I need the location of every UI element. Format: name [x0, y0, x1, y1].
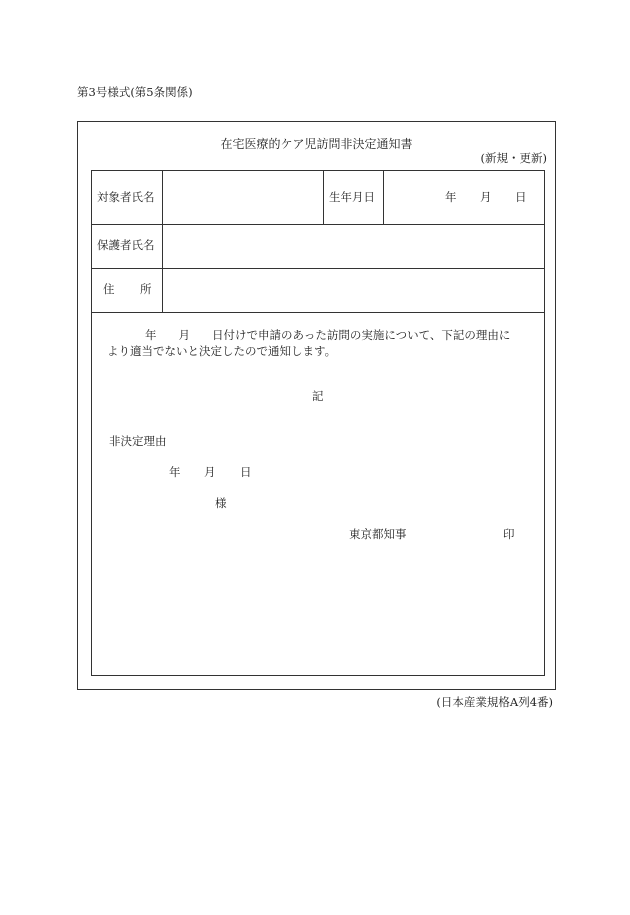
birth-label-divider-right [383, 170, 384, 224]
birth-year-unit: 年 [445, 190, 457, 204]
address-label-first: 住 [103, 282, 115, 296]
paper-size-note: (日本産業規格A列4番) [436, 695, 553, 709]
inner-form-box [91, 170, 545, 676]
reason-label: 非決定理由 [109, 434, 167, 448]
row-divider-3 [91, 312, 545, 313]
addressee-honorific: 様 [215, 496, 227, 510]
notice-text-line-2: より適当でないと決定したので通知します。 [107, 344, 337, 358]
ki-heading: 記 [312, 389, 324, 403]
address-label-second: 所 [140, 282, 152, 296]
birth-day-unit: 日 [515, 190, 527, 204]
birth-label-divider-left [323, 170, 324, 224]
row-divider-1 [91, 224, 545, 225]
label-column-divider [162, 170, 163, 312]
notice-date-day: 日 [240, 465, 252, 479]
notice-date-year: 年 [169, 465, 181, 479]
birth-date-label: 生年月日 [329, 190, 375, 204]
notice-year-unit: 年 [145, 328, 157, 342]
guardian-name-label: 保護者氏名 [97, 238, 155, 252]
seal-mark: 印 [503, 527, 515, 541]
notice-month-unit: 月 [178, 328, 190, 342]
notice-date-month: 月 [204, 465, 216, 479]
row-divider-2 [91, 268, 545, 269]
subject-name-label: 対象者氏名 [97, 190, 155, 204]
issuer-name: 東京都知事 [349, 527, 407, 541]
form-reference: 第3号様式(第5条関係) [77, 85, 193, 99]
notice-text-rest: 日付けで申請のあった訪問の実施について、下記の理由に [212, 328, 511, 342]
birth-month-unit: 月 [480, 190, 492, 204]
document-title: 在宅医療的ケア児訪問非決定通知書 [220, 137, 413, 151]
document-type: (新規・更新) [480, 151, 547, 165]
notice-text-line-1 [145, 330, 510, 342]
